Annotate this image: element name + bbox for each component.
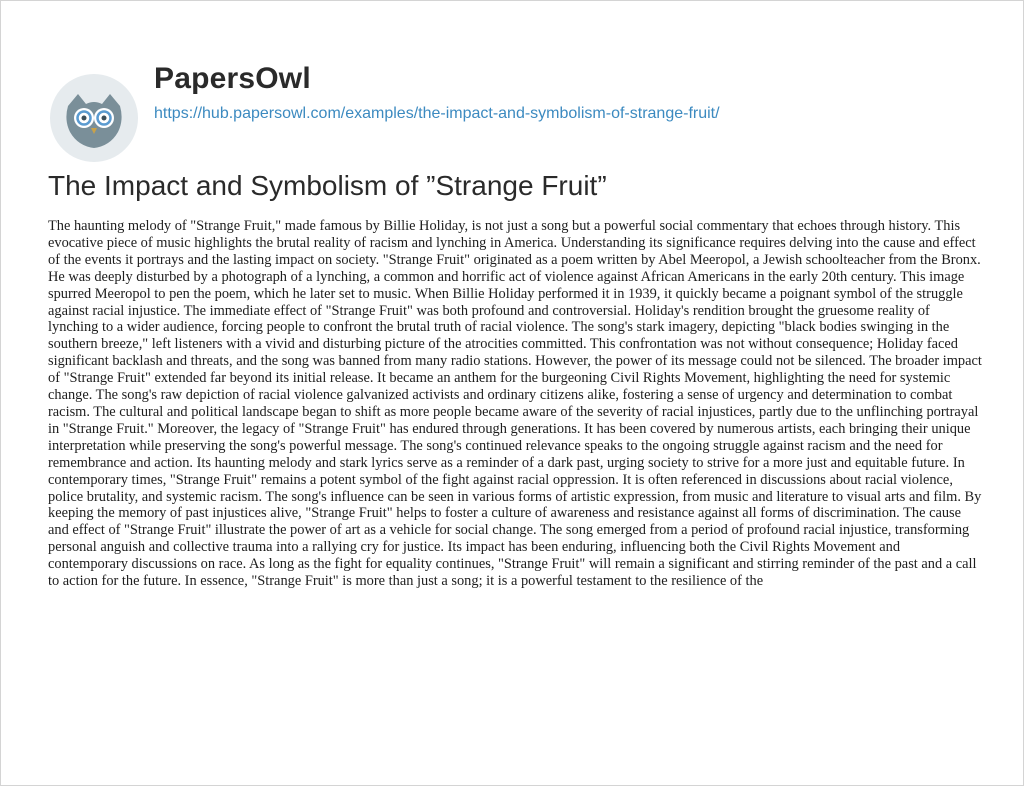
brand-name[interactable]: PapersOwl — [154, 62, 311, 95]
document-title: The Impact and Symbolism of ”Strange Fruit” — [48, 170, 607, 201]
document-body: The haunting melody of "Strange Fruit," made famous by Billie Holiday, is not just a song but a powerful social commentary that echoes through history. This evocative piece of music highlights the brutal reality of racism and lynching in America. Understanding its significance requires delving into the cause and effect of the events it portrays and the lasting impact on society. "Strange Fruit" originated as a poem written by Abel Meeropol, a Jewish schoolteacher from the Bronx. He was deeply disturbed by a photograph of a lynching, a common and horrific act of violence against African Americans in the early 20th century. This image spurred Meeropol to pen the poem, which he later set to music. When Billie Holiday performed it in 1939, it quickly became a poignant symbol of the struggle against racial injustice. The immediate effect of "Strange Fruit" was both profound and controversial. Holiday's rendition brought the gruesome reality of lynching to a wider audience, forcing people to confront the brutal truth of racial violence. The song's stark imagery, depicting "black bodies swinging in the southern breeze," left listeners with a vivid and disturbing picture of the atrocities committed. This confrontation was not without consequence; Holiday faced significant backlash and threats, and the song was banned from many radio stations. However, the power of its message could not be silenced. The broader impact of "Strange Fruit" extended far beyond its initial release. It became an anthem for the burgeoning Civil Rights Movement, highlighting the need for systemic change. The song's raw depiction of racial violence galvanized activists and ordinary citizens alike, fostering a sense of urgency and determination to combat racism. The cultural and political landscape began to shift as more people became aware of the severity of racial injustices, partly due to the unflinching portrayal in "Strange Fruit." Moreover, the legacy of "Strange Fruit" has endured through generations. It has been covered by numerous artists, each bringing their unique interpretation while preserving the song's powerful message. The song's continued relevance speaks to the ongoing struggle against racism and the need for remembrance and action. Its haunting melody and stark lyrics serve as a reminder of a dark past, urging society to strive for a more just and equitable future. In contemporary times, "Strange Fruit" remains a potent symbol of the fight against racial oppression. It is often referenced in discussions about racial violence, police brutality, and systemic racism. The song's influence can be seen in various forms of artistic expression, from music and literature to visual arts and film. By keeping the memory of past injustices alive, "Strange Fruit" helps to foster a culture of awareness and resistance against all forms of discrimination. The cause and effect of "Strange Fruit" illustrate the power of art as a vehicle for social change. The song emerged from a period of profound racial injustice, transforming personal anguish and collective trauma into a rallying cry for justice. Its impact has been enduring, influencing both the Civil Rights Movement and contemporary discussions on race. As long as the fight for equality continues, "Strange Fruit" will remain a significant and stirring reminder of the past and a call to action for the future. In essence, "Strange Fruit" is more than just a song; it is a powerful testament to the resilience of the — [48, 218, 982, 590]
source-url-link[interactable]: https://hub.papersowl.com/examples/the-impact-and-symbolism-of-strange-fruit/ — [154, 105, 720, 122]
site-header — [48, 54, 988, 144]
owl-logo-icon[interactable] — [48, 72, 140, 164]
